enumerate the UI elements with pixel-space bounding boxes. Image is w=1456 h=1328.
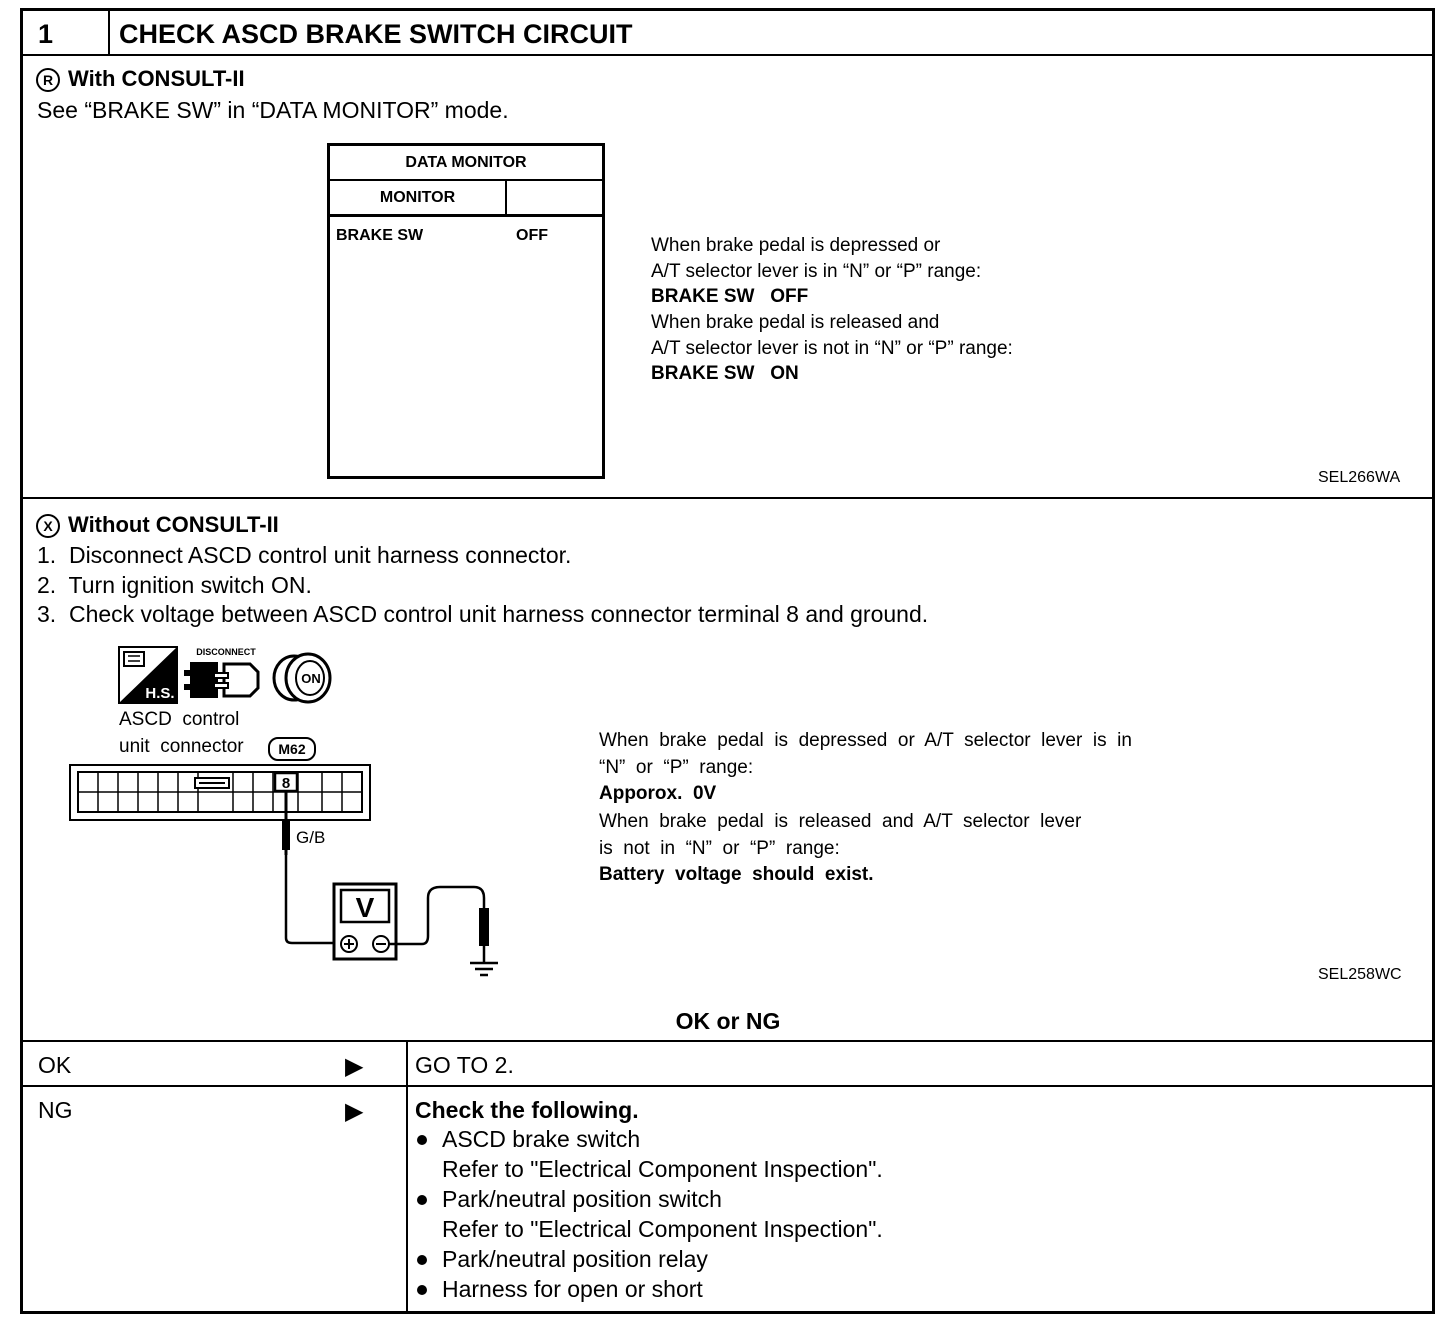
bullet-icon [417,1195,427,1205]
disconnect-icon [184,646,268,704]
terminal-8-label: 8 [281,775,291,792]
figure-code-1: SEL266WA [1318,469,1401,486]
no-consult-icon: X [36,514,60,538]
result-top-divider [20,1040,1434,1042]
ng-arrow-icon: ▶ [345,1098,364,1125]
consult-note-6: BRAKE SW ON [651,363,799,384]
with-consult-instruction: See “BRAKE SW” in “DATA MONITOR” mode. [37,97,509,123]
connector-label-2: unit connector [119,736,244,757]
ng-label: NG [38,1097,73,1123]
result-column-divider [406,1040,408,1312]
without-consult-step-2: 2. Turn ignition switch ON. [37,572,312,598]
bullet-icon [417,1285,427,1295]
hs-label: H.S. [145,685,175,702]
ok-arrow-icon: ▶ [345,1053,364,1080]
monitor-column-header: MONITOR [379,189,456,206]
voltage-note-4: When brake pedal is released and A/T selector lever [599,811,1082,832]
with-consult-heading-text: With CONSULT-II [68,66,245,91]
list-item [414,1184,1414,1244]
monitor-item-value: OFF [516,227,548,244]
monitor-column-header-cell [330,181,507,214]
harness-side-icon [118,646,178,704]
consult-note-2: A/T selector lever is in “N” or “P” range: [651,261,982,282]
list-item [414,1124,1414,1184]
ng-item-text: ASCD brake switch [442,1126,641,1152]
ng-item-text: Park/neutral position switch [442,1186,722,1212]
consult-icon: R [36,68,60,92]
without-consult-heading [36,512,279,538]
voltage-note-6: Battery voltage should exist. [599,864,874,885]
ng-item-sub: Refer to "Electrical Component Inspection". [442,1216,883,1242]
frame-bottom [20,1311,1435,1314]
ok-ng-prompt: OK or NG [675,1008,781,1034]
monitor-item-label: BRAKE SW [336,227,424,244]
frame-left [20,8,23,1314]
consult-note-3: BRAKE SW OFF [651,286,809,307]
connector-code-badge: M62 [268,737,316,761]
meter-letter: V [355,892,375,923]
wire-color-label: G/B [296,828,326,847]
data-monitor-title-row [330,146,602,181]
connector-label-1: ASCD control [119,709,240,730]
voltage-note-3: Apporox. 0V [599,783,717,804]
on-label: ON [301,671,321,686]
ng-item-text: Harness for open or short [442,1276,703,1302]
ok-label: OK [38,1052,72,1078]
ng-heading: Check the following. [415,1097,639,1123]
list-item [414,1244,1414,1274]
without-consult-step-3: 3. Check voltage between ASCD control unit harness connector terminal 8 and ground. [37,601,929,627]
consult-note-5: A/T selector lever is not in “N” or “P” range: [651,338,1013,359]
consult-note-1: When brake pedal is depressed or [651,235,941,256]
frame-right [1432,8,1435,1314]
data-monitor-title: DATA MONITOR [405,154,527,171]
voltage-note-5: is not in “N” or “P” range: [599,838,840,859]
header-divider [20,54,1434,56]
list-item [414,1274,1414,1304]
voltage-note-2: “N” or “P” range: [599,757,754,778]
step-title: CHECK ASCD BRAKE SWITCH CIRCUIT [119,19,633,49]
with-consult-heading [36,66,245,92]
ignition-on-icon [270,650,336,704]
data-monitor-header-row [330,181,602,217]
step-number-divider [108,8,110,56]
consult-note-4: When brake pedal is released and [651,312,940,333]
ng-item-sub: Refer to "Electrical Component Inspection". [442,1156,883,1182]
bullet-icon [417,1135,427,1145]
without-consult-step-1: 1. Disconnect ASCD control unit harness connector. [37,542,572,568]
step-number: 1 [38,19,54,49]
ng-item-text: Park/neutral position relay [442,1246,708,1272]
figure-code-2: SEL258WC [1318,966,1402,983]
data-monitor-box [327,143,605,479]
connector-diagram [68,760,508,985]
ng-check-list [414,1124,1414,1304]
without-consult-heading-text: Without CONSULT-II [68,512,279,537]
bullet-icon [417,1255,427,1265]
voltage-note-1: When brake pedal is depressed or A/T selector lever is in [599,730,1132,751]
section-divider [20,497,1434,499]
disconnect-label: DISCONNECT [196,647,256,657]
ok-action: GO TO 2. [415,1052,514,1078]
frame-top [20,8,1434,11]
ok-ng-divider [20,1085,1434,1087]
